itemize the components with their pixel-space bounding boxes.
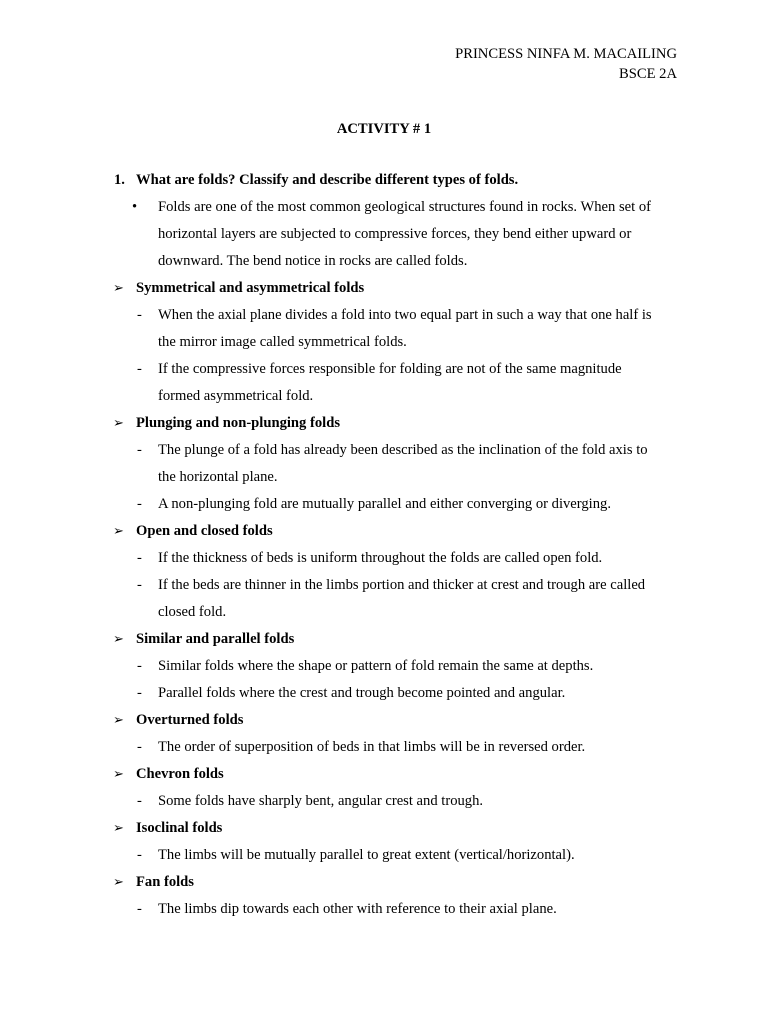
intro-text-line: horizontal layers are subjected to compressive forces, they bend either upward or [158,226,632,242]
dash-marker: - [137,739,142,755]
item-text-line: If the thickness of beds is uniform throughout the folds are called open fold. [158,550,603,566]
arrow-bullet-icon: ➢ [113,631,124,646]
item-text-line: the horizontal plane. [158,469,278,485]
arrow-bullet-icon: ➢ [113,415,124,430]
item-text-line: A non-plunging fold are mutually parallel and either converging or diverging. [158,496,611,512]
intro-text-line: downward. The bend notice in rocks are called folds. [158,253,468,269]
dash-marker: - [137,901,142,917]
item-text-line: If the compressive forces responsible for folding are not of the same magnitude [158,361,622,377]
bullet-icon: • [132,199,138,215]
dash-marker: - [137,307,142,323]
arrow-bullet-icon: ➢ [113,523,124,538]
dash-marker: - [137,847,142,863]
dash-marker: - [137,361,142,377]
author-course: BSCE 2A [619,66,677,82]
section-heading: Fan folds [136,874,194,890]
arrow-bullet-icon: ➢ [113,712,124,727]
section-heading: Chevron folds [136,766,224,782]
dash-marker: - [137,793,142,809]
intro-text-line: Folds are one of the most common geological structures found in rocks. When set of [158,199,651,215]
item-text-line: closed fold. [158,604,227,620]
item-text-line: the mirror image called symmetrical folds. [158,334,407,350]
item-text-line: The limbs dip towards each other with reference to their axial plane. [158,901,557,917]
item-text-line: The order of superposition of beds in that limbs will be in reversed order. [158,739,586,755]
dash-marker: - [137,685,142,701]
dash-marker: - [137,496,142,512]
dash-marker: - [137,550,142,566]
item-text-line: The plunge of a fold has already been described as the inclination of the fold axis to [158,442,648,458]
question-text: What are folds? Classify and describe different types of folds. [136,172,519,188]
item-text-line: formed asymmetrical fold. [158,388,314,404]
section-heading: Symmetrical and asymmetrical folds [136,280,365,296]
question-number: 1. [114,172,125,188]
dash-marker: - [137,577,142,593]
item-text-line: The limbs will be mutually parallel to great extent (vertical/horizontal). [158,847,575,863]
dash-marker: - [137,442,142,458]
item-text-line: When the axial plane divides a fold into two equal part in such a way that one half is [158,307,652,323]
section-heading: Isoclinal folds [136,820,223,836]
section-heading: Similar and parallel folds [136,631,295,647]
document-title: ACTIVITY # 1 [336,121,432,137]
arrow-bullet-icon: ➢ [113,820,124,835]
author-header [455,44,677,84]
arrow-bullet-icon: ➢ [113,280,124,295]
arrow-bullet-icon: ➢ [113,874,124,889]
dash-marker: - [137,658,142,674]
section-heading: Open and closed folds [136,523,273,539]
item-text-line: Parallel folds where the crest and trough become pointed and angular. [158,685,566,701]
item-text-line: If the beds are thinner in the limbs portion and thicker at crest and trough are called [158,577,646,593]
item-text-line: Similar folds where the shape or pattern of fold remain the same at depths. [158,658,594,674]
section-heading: Plunging and non-plunging folds [136,415,341,431]
item-text-line: Some folds have sharply bent, angular crest and trough. [158,793,484,809]
arrow-bullet-icon: ➢ [113,766,124,781]
section-heading: Overturned folds [136,712,244,728]
author-name: PRINCESS NINFA M. MACAILING [455,46,677,62]
